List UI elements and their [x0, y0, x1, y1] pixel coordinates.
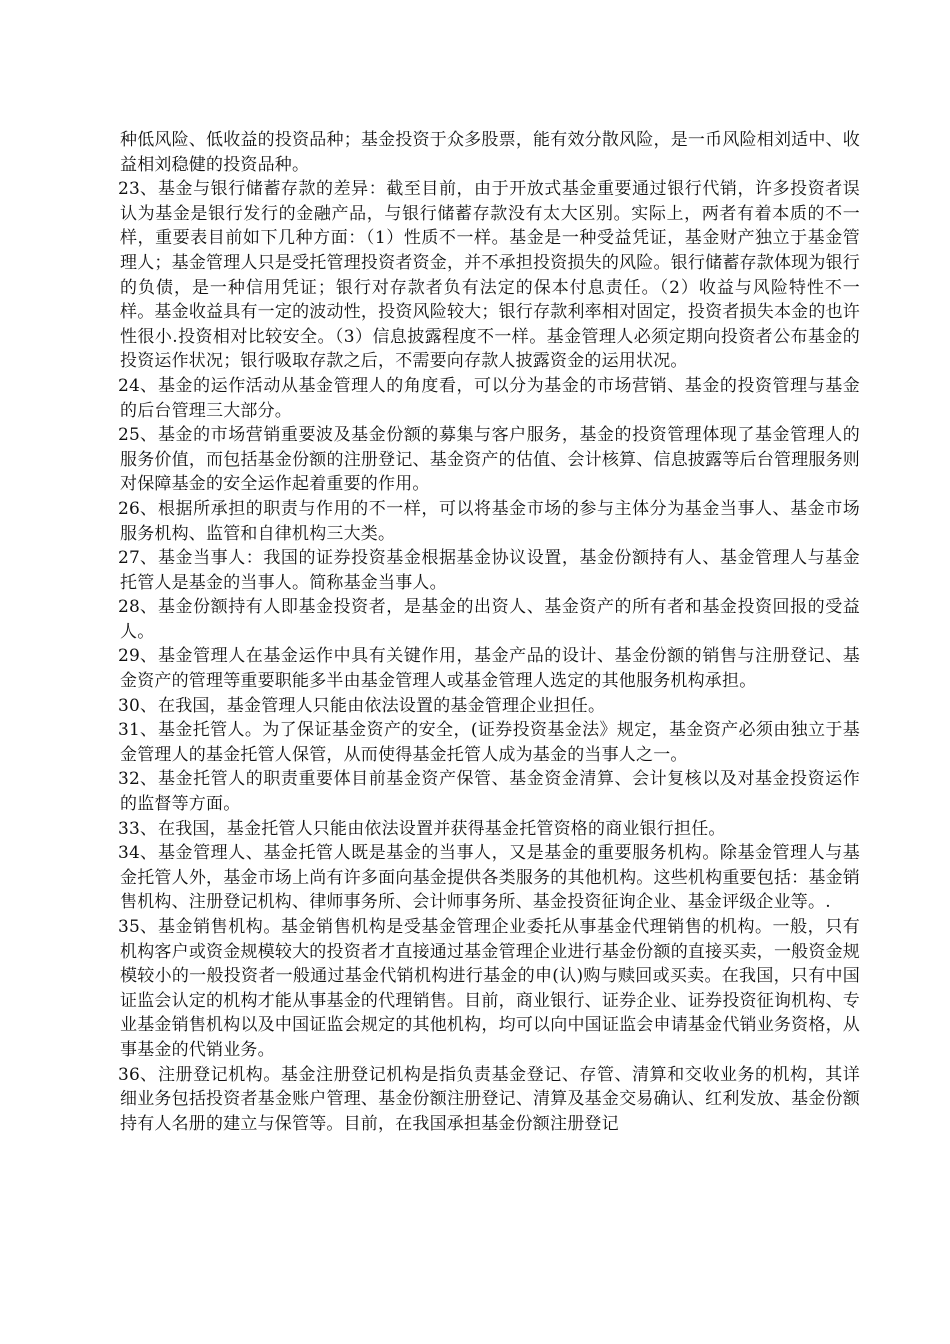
list-item	[120, 915, 860, 1063]
list-item	[120, 423, 860, 497]
item-number: 29、	[118, 646, 158, 667]
item-number: 26、	[118, 498, 158, 519]
list-item	[120, 718, 860, 767]
list-item	[120, 177, 860, 374]
list-item	[120, 595, 860, 644]
list-item	[120, 841, 860, 915]
item-text: 基金托管人的职责重要体目前基金资产保管、基金资金清算、会计复核以及对基金投资运作的监督等方面。	[120, 769, 860, 815]
item-number: 24、	[118, 375, 158, 396]
list-item	[120, 497, 860, 546]
item-text: 在我国，基金托管人只能由依法设置并获得基金托管资格的商业银行担任。	[158, 818, 726, 839]
list-item	[120, 374, 860, 423]
item-number: 30、	[118, 695, 158, 716]
item-number: 31、	[118, 720, 158, 741]
item-text: 基金的市场营销重要波及基金份额的募集与客户服务，基金的投资管理体现了基金管理人的服务价值，而包括基金份额的注册登记、基金资产的估值、会计核算、信息披露等后台管理服务则对保障基金的安全运作起着重要的作用。	[120, 425, 860, 495]
document-body	[120, 128, 860, 1136]
item-text: 基金当事人：我国的证券投资基金根据基金协议设置，基金份额持有人、基金管理人与基金托管人是基金的当事人。简称基金当事人。	[120, 548, 860, 593]
item-text: 基金管理人、基金托管人既是基金的当事人，又是基金的重要服务机构。除基金管理人与基金托管人外，基金市场上尚有许多面向基金提供各类服务的其他机构。这些机构重要包括：基金销售机构、注册登记机构、律师事务所、会计师事务所、基金投资征询企业、基金评级企业等。.	[120, 843, 860, 913]
item-number: 34、	[118, 843, 158, 864]
list-item	[120, 546, 860, 595]
item-text: 在我国，基金管理人只能由依法设置的基金管理企业担任。	[158, 695, 606, 716]
item-text: 基金销售机构。基金销售机构是受基金管理企业委托从事基金代理销售的机构。一般，只有机构客户或资金规模较大的投资者才直接通过基金管理企业进行基金份额的直接买卖，一般资金规模较小的一般投资者一般通过基金代销机构进行基金的申(认)购与赎回或买卖。在我国，只有中国证监会认定的机构才能从事基金的代理销售。目前，商业银行、证券企业、证券投资征询机构、专业基金销售机构以及中国证监会规定的其他机构，均可以向中国证监会申请基金代销业务资格，从事基金的代销业务。	[120, 917, 860, 1060]
list-item	[120, 767, 860, 816]
item-text: 基金与银行储蓄存款的差异：截至目前，由于开放式基金重要通过银行代销，许多投资者误认为基金是银行发行的金融产品，与银行储蓄存款没有太大区别。实际上，两者有着本质的不一样，重要表目前如下几种方面：（1）性质不一样。基金是一种受益凭证，基金财产独立于基金管理人；基金管理人只是受托管理投资者资金，并不承担投资损失的风险。银行储蓄存款体现为银行的负债，是一种信用凭证；银行对存款者负有法定的保本付息责任。（2）收益与风险特性不一样。基金收益具有一定的波动性，投资风险较大；银行存款利率相对固定，投资者损失本金的也许性很小.投资相对比较安全。（3）信息披露程度不一样。基金管理人必须定期向投资者公布基金的投资运作状况；银行吸取存款之后，不需要向存款人披露资金的运用状况。	[120, 179, 860, 372]
item-number: 36、	[118, 1064, 158, 1085]
item-text: 基金管理人在基金运作中具有关键作用，基金产品的设计、基金份额的销售与注册登记、基金资产的管理等重要职能多半由基金管理人或基金管理人选定的其他服务机构承担。	[120, 646, 860, 692]
item-text: 根据所承担的职责与作用的不一样，可以将基金市场的参与主体分为基金当事人、基金市场服务机构、监管和自律机构三大类。	[120, 498, 860, 544]
item-number: 23、	[118, 179, 158, 200]
item-number: 28、	[118, 597, 158, 618]
item-number: 33、	[118, 818, 158, 839]
item-text: 基金托管人。为了保证基金资产的安全，(证券投资基金法》规定，基金资产必须由独立于基金管理人的基金托管人保管，从而使得基金托管人成为基金的当事人之一。	[120, 720, 860, 765]
item-number: 35、	[118, 917, 158, 937]
intro-paragraph: 种低风险、低收益的投资品种；基金投资于众多股票，能有效分散风险，是一币风险相刘适中、收益相刘稳健的投资品种。	[120, 130, 860, 175]
item-number: 27、	[118, 548, 158, 569]
item-text: 基金的运作活动从基金管理人的角度看，可以分为基金的市场营销、基金的投资管理与基金的后台管理三大部分。	[120, 375, 860, 421]
list-item	[120, 644, 860, 693]
item-text: 基金份额持有人即基金投资者，是基金的出资人、基金资产的所有者和基金投资回报的受益人。	[120, 597, 860, 642]
item-number: 32、	[118, 769, 158, 790]
list-item	[120, 1063, 860, 1137]
item-text: 注册登记机构。基金注册登记机构是指负责基金登记、存管、清算和交收业务的机构，其详细业务包括投资者基金账户管理、基金份额注册登记、清算及基金交易确认、红利发放、基金份额持有人名册的建立与保管等。目前，在我国承担基金份额注册登记	[120, 1064, 860, 1134]
list-item	[120, 817, 860, 842]
numbered-list	[120, 177, 860, 1136]
item-number: 25、	[118, 425, 158, 446]
list-item	[120, 694, 860, 719]
